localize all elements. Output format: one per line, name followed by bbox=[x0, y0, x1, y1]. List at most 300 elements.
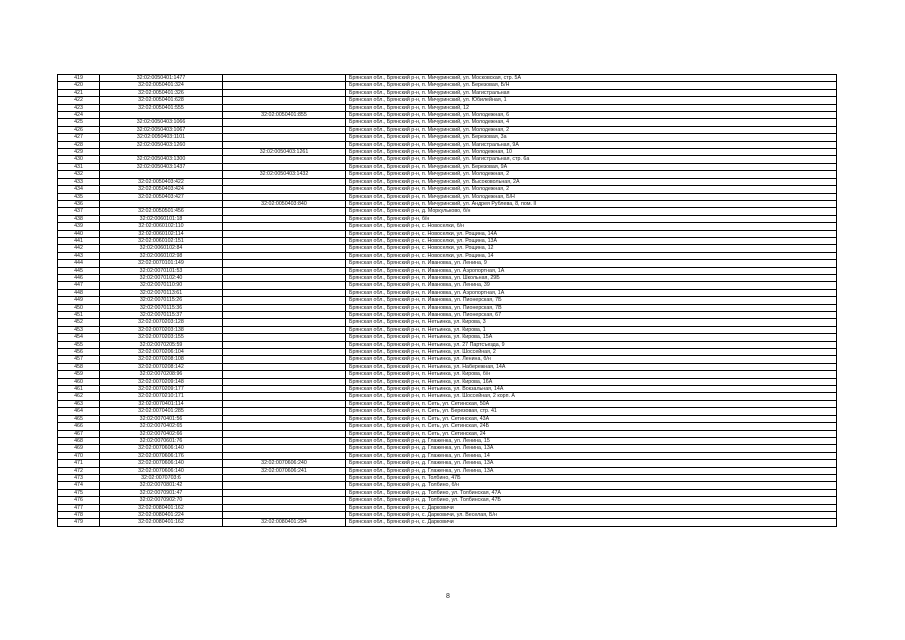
row-number-cell: 419 bbox=[58, 75, 100, 82]
row-number-cell: 464 bbox=[58, 408, 100, 415]
table-row bbox=[58, 423, 837, 430]
address-cell: Брянская обл., Брянский р-н, п. Нетьинка, ул. Вокзальная, 14А bbox=[346, 386, 837, 393]
object-cadastral-number-cell bbox=[223, 312, 346, 319]
cadastral-number-cell: 32:02:0070601:76 bbox=[100, 437, 223, 444]
table-row bbox=[58, 504, 837, 511]
address-cell: Брянская обл., Брянский р-н, п. Нетьинка, ул. Кирова, 16А bbox=[346, 378, 837, 385]
object-cadastral-number-cell bbox=[223, 334, 346, 341]
table-row bbox=[58, 445, 837, 452]
object-cadastral-number-cell bbox=[223, 186, 346, 193]
object-cadastral-number-cell bbox=[223, 82, 346, 89]
cadastral-number-cell: 32:02:0050401:555 bbox=[100, 104, 223, 111]
row-number-cell: 434 bbox=[58, 186, 100, 193]
table-row bbox=[58, 378, 837, 385]
address-cell: Брянская обл., Брянский р-н, п. Мичуринский, ул. Молодежная, 10 bbox=[346, 149, 837, 156]
address-cell: Брянская обл., Брянский р-н, с. Новоселки, ул. Рощина, 14 bbox=[346, 252, 837, 259]
table-row bbox=[58, 119, 837, 126]
row-number-cell: 432 bbox=[58, 171, 100, 178]
address-cell: Брянская обл., Брянский р-н, п. Мичуринский, ул. Юбилейная, 1 bbox=[346, 97, 837, 104]
address-cell: Брянская обл., Брянский р-н, п. Мичуринский, ул. Березовая, Б/Н bbox=[346, 82, 837, 89]
object-cadastral-number-cell bbox=[223, 430, 346, 437]
table-row bbox=[58, 200, 837, 207]
row-number-cell: 426 bbox=[58, 126, 100, 133]
object-cadastral-number-cell bbox=[223, 489, 346, 496]
table-row bbox=[58, 437, 837, 444]
table-row bbox=[58, 393, 837, 400]
object-cadastral-number-cell bbox=[223, 349, 346, 356]
object-cadastral-number-cell bbox=[223, 282, 346, 289]
address-cell: Брянская обл., Брянский р-н, п. Сеть, ул. Сетинская, 43А bbox=[346, 415, 837, 422]
object-cadastral-number-cell bbox=[223, 400, 346, 407]
row-number-cell: 479 bbox=[58, 519, 100, 526]
row-number-cell: 446 bbox=[58, 274, 100, 281]
table-row bbox=[58, 371, 837, 378]
table-row bbox=[58, 186, 837, 193]
object-cadastral-number-cell bbox=[223, 371, 346, 378]
address-cell: Брянская обл., Брянский р-н, с. Новоселки, ул. Рощина, 13А bbox=[346, 237, 837, 244]
cadastral-number-cell: 32:02:0080401:224 bbox=[100, 511, 223, 518]
address-cell: Брянская обл., Брянский р-н, п. Нетьинка, ул. Кирова, 3 bbox=[346, 319, 837, 326]
cadastral-number-cell: 32:02:0050401:1477 bbox=[100, 75, 223, 82]
object-cadastral-number-cell bbox=[223, 208, 346, 215]
table-row bbox=[58, 267, 837, 274]
row-number-cell: 460 bbox=[58, 378, 100, 385]
row-number-cell: 427 bbox=[58, 134, 100, 141]
cadastral-number-cell: 32:02:0060101:18 bbox=[100, 215, 223, 222]
row-number-cell: 456 bbox=[58, 349, 100, 356]
object-cadastral-number-cell bbox=[223, 223, 346, 230]
address-cell: Брянская обл., Брянский р-н, п. Мичуринский, ул. Молодежная, 2 bbox=[346, 171, 837, 178]
table-row bbox=[58, 400, 837, 407]
table-row bbox=[58, 215, 837, 222]
table-row bbox=[58, 89, 837, 96]
row-number-cell: 458 bbox=[58, 363, 100, 370]
row-number-cell: 441 bbox=[58, 237, 100, 244]
row-number-cell: 430 bbox=[58, 156, 100, 163]
cadastral-number-cell: 32:02:0070606:140 bbox=[100, 445, 223, 452]
row-number-cell: 449 bbox=[58, 297, 100, 304]
table-row bbox=[58, 349, 837, 356]
address-cell: Брянская обл., Брянский р-н, с. Новоселки, ул. Рощина, 12 bbox=[346, 245, 837, 252]
address-cell: Брянская обл., Брянский р-н, п. Сеть, ул. Сетинская, 24Б bbox=[346, 423, 837, 430]
table-row bbox=[58, 134, 837, 141]
table-row bbox=[58, 230, 837, 237]
row-number-cell: 453 bbox=[58, 326, 100, 333]
cadastral-number-cell: 32:02:0070115:26 bbox=[100, 297, 223, 304]
address-cell: Брянская обл., Брянский р-н, п. Мичуринский, ул. Высоковольная, 2А bbox=[346, 178, 837, 185]
cadastral-number-cell: 32:02:0070101:149 bbox=[100, 260, 223, 267]
table-row bbox=[58, 178, 837, 185]
object-cadastral-number-cell: 32:02:0050403:1261 bbox=[223, 149, 346, 156]
address-cell: Брянская обл., Брянский р-н, п. Мичуринский, ул. Магистральная, 9А bbox=[346, 141, 837, 148]
object-cadastral-number-cell bbox=[223, 215, 346, 222]
address-cell: Брянская обл., Брянский р-н, д. Толбино, б/н bbox=[346, 482, 837, 489]
object-cadastral-number-cell: 32:02:0070606:241 bbox=[223, 467, 346, 474]
object-cadastral-number-cell bbox=[223, 134, 346, 141]
table-row bbox=[58, 386, 837, 393]
table-row bbox=[58, 245, 837, 252]
object-cadastral-number-cell bbox=[223, 504, 346, 511]
cadastral-number-cell: 32:02:0070101:53 bbox=[100, 267, 223, 274]
table-row bbox=[58, 452, 837, 459]
table-row bbox=[58, 126, 837, 133]
cadastral-number-cell: 32:02:0050401:628 bbox=[100, 97, 223, 104]
table-row bbox=[58, 341, 837, 348]
object-cadastral-number-cell bbox=[223, 482, 346, 489]
table-row bbox=[58, 171, 837, 178]
cadastral-number-cell: 32:02:0070113:61 bbox=[100, 289, 223, 296]
row-number-cell: 478 bbox=[58, 511, 100, 518]
object-cadastral-number-cell bbox=[223, 326, 346, 333]
row-number-cell: 425 bbox=[58, 119, 100, 126]
row-number-cell: 437 bbox=[58, 208, 100, 215]
address-cell: Брянская обл., Брянский р-н, п. Ивановка, ул. Аэропортная, 1А bbox=[346, 289, 837, 296]
data-table bbox=[57, 74, 837, 527]
table-row bbox=[58, 156, 837, 163]
address-cell: Брянская обл., Брянский р-н, п. Ивановка, ул. Ленина, 9 bbox=[346, 260, 837, 267]
table-row bbox=[58, 408, 837, 415]
cadastral-number-cell: 32:02:0080401:162 bbox=[100, 504, 223, 511]
table-row bbox=[58, 112, 837, 119]
cadastral-number-cell: 32:02:0070209:148 bbox=[100, 378, 223, 385]
cadastral-number-cell: 32:02:0050501:456 bbox=[100, 208, 223, 215]
object-cadastral-number-cell bbox=[223, 89, 346, 96]
page-number: 8 bbox=[446, 593, 450, 600]
row-number-cell: 429 bbox=[58, 149, 100, 156]
object-cadastral-number-cell bbox=[223, 237, 346, 244]
cadastral-number-cell: 32:02:0070206:104 bbox=[100, 349, 223, 356]
address-cell: Брянская обл., Брянский р-н, п. Мичуринский, ул. Андрея Рублева, 8, пом. II bbox=[346, 200, 837, 207]
table-row bbox=[58, 289, 837, 296]
table-row bbox=[58, 97, 837, 104]
table-row bbox=[58, 319, 837, 326]
cadastral-number-cell: 32:02:0070203:155 bbox=[100, 334, 223, 341]
row-number-cell: 473 bbox=[58, 474, 100, 481]
table-row bbox=[58, 304, 837, 311]
object-cadastral-number-cell bbox=[223, 178, 346, 185]
row-number-cell: 462 bbox=[58, 393, 100, 400]
row-number-cell: 443 bbox=[58, 252, 100, 259]
table-row bbox=[58, 363, 837, 370]
row-number-cell: 469 bbox=[58, 445, 100, 452]
address-cell: Брянская обл., Брянский р-н, д. Глаженка, ул. Ленина, 14 bbox=[346, 452, 837, 459]
cadastral-number-cell: 32:02:0050401:324 bbox=[100, 82, 223, 89]
object-cadastral-number-cell bbox=[223, 104, 346, 111]
row-number-cell: 431 bbox=[58, 163, 100, 170]
address-cell: Брянская обл., Брянский р-н, п. Ивановка, ул. Школьная, 29Б bbox=[346, 274, 837, 281]
row-number-cell: 463 bbox=[58, 400, 100, 407]
address-cell: Брянская обл., Брянский р-н, д. Глаженка, ул. Ленина, 13А bbox=[346, 467, 837, 474]
address-cell: Брянская обл., Брянский р-н, с. Новоселки, б/н bbox=[346, 223, 837, 230]
table-row bbox=[58, 223, 837, 230]
object-cadastral-number-cell bbox=[223, 75, 346, 82]
object-cadastral-number-cell bbox=[223, 423, 346, 430]
row-number-cell: 476 bbox=[58, 497, 100, 504]
object-cadastral-number-cell bbox=[223, 193, 346, 200]
cadastral-number-cell: 32:02:0060102:114 bbox=[100, 230, 223, 237]
object-cadastral-number-cell bbox=[223, 378, 346, 385]
cadastral-number-cell bbox=[100, 112, 223, 119]
table-row bbox=[58, 252, 837, 259]
row-number-cell: 439 bbox=[58, 223, 100, 230]
object-cadastral-number-cell bbox=[223, 245, 346, 252]
cadastral-number-cell: 32:02:0070401:114 bbox=[100, 400, 223, 407]
table-row bbox=[58, 489, 837, 496]
row-number-cell: 452 bbox=[58, 319, 100, 326]
cadastral-number-cell: 32:02:0050403:1300 bbox=[100, 156, 223, 163]
table-row bbox=[58, 511, 837, 518]
object-cadastral-number-cell bbox=[223, 356, 346, 363]
cadastral-number-cell: 32:02:0080401:162 bbox=[100, 519, 223, 526]
cadastral-number-cell: 32:02:0050403:427 bbox=[100, 193, 223, 200]
object-cadastral-number-cell bbox=[223, 119, 346, 126]
row-number-cell: 467 bbox=[58, 430, 100, 437]
cadastral-number-cell: 32:02:0050403:422 bbox=[100, 178, 223, 185]
table-row bbox=[58, 519, 837, 526]
table-row bbox=[58, 274, 837, 281]
address-cell: Брянская обл., Брянский р-н, п. Сеть, ул. Сетинская, 50А bbox=[346, 400, 837, 407]
cadastral-number-cell: 32:02:0070606:176 bbox=[100, 452, 223, 459]
object-cadastral-number-cell bbox=[223, 474, 346, 481]
address-cell: Брянская обл., Брянский р-н, п. Нетьинка, ул. Кирова, 1 bbox=[346, 326, 837, 333]
row-number-cell: 465 bbox=[58, 415, 100, 422]
row-number-cell: 448 bbox=[58, 289, 100, 296]
address-cell: Брянская обл., Брянский р-н, п. Мичуринский, ул. Молодежная, 2 bbox=[346, 126, 837, 133]
address-cell: Брянская обл., Брянский р-н, п. Ивановка, ул. Пионерская, 67 bbox=[346, 312, 837, 319]
table-row bbox=[58, 415, 837, 422]
object-cadastral-number-cell: 32:02:0080401:294 bbox=[223, 519, 346, 526]
address-cell: Брянская обл., Брянский р-н, д. Глаженка, ул. Ленина, 13А bbox=[346, 460, 837, 467]
cadastral-number-cell: 32:02:0070210:171 bbox=[100, 393, 223, 400]
row-number-cell: 440 bbox=[58, 230, 100, 237]
address-cell: Брянская обл., Брянский р-н, п. Нетьинка, ул. Шоссейная, 2 bbox=[346, 349, 837, 356]
row-number-cell: 442 bbox=[58, 245, 100, 252]
address-cell: Брянская обл., Брянский р-н, п. Ивановка, ул. Ленина, 39 bbox=[346, 282, 837, 289]
cadastral-number-cell: 32:02:0060102:84 bbox=[100, 245, 223, 252]
table-body bbox=[58, 75, 837, 527]
table-row bbox=[58, 141, 837, 148]
address-cell: Брянская обл., Брянский р-н, д. Глаженка, ул. Ленина, 15 bbox=[346, 437, 837, 444]
cadastral-number-cell: 32:02:0070401:56 bbox=[100, 415, 223, 422]
object-cadastral-number-cell bbox=[223, 497, 346, 504]
table-row bbox=[58, 297, 837, 304]
cadastral-number-cell: 32:02:0050403:1260 bbox=[100, 141, 223, 148]
row-number-cell: 421 bbox=[58, 89, 100, 96]
row-number-cell: 424 bbox=[58, 112, 100, 119]
table-row bbox=[58, 104, 837, 111]
cadastral-number-cell: 32:02:0070703:6 bbox=[100, 474, 223, 481]
address-cell: Брянская обл., Брянский р-н, п. Мичуринский, ул. Магистральная bbox=[346, 89, 837, 96]
address-cell: Брянская обл., Брянский р-н, п. Сеть, ул. Березовая, стр. 41 bbox=[346, 408, 837, 415]
address-cell: Брянская обл., Брянский р-н, п. Мичуринский, ул. Магистральная, стр. 6а bbox=[346, 156, 837, 163]
row-number-cell: 451 bbox=[58, 312, 100, 319]
row-number-cell: 477 bbox=[58, 504, 100, 511]
object-cadastral-number-cell bbox=[223, 319, 346, 326]
address-cell: Брянская обл., Брянский р-н, п. Мичуринский, ул. Березовая, 3а bbox=[346, 134, 837, 141]
address-cell: Брянская обл., Брянский р-н, п. Ивановка, ул. Аэропортная, 1А bbox=[346, 267, 837, 274]
cadastral-number-cell: 32:02:0070115:36 bbox=[100, 304, 223, 311]
object-cadastral-number-cell bbox=[223, 511, 346, 518]
row-number-cell: 471 bbox=[58, 460, 100, 467]
address-cell: Брянская обл., Брянский р-н, п. Сеть, ул. Сетинская, 24 bbox=[346, 430, 837, 437]
object-cadastral-number-cell bbox=[223, 252, 346, 259]
address-cell: Брянская обл., Брянский р-н, п. Мичуринский, ул. Молодежная, 4 bbox=[346, 119, 837, 126]
cadastral-number-cell: 32:02:0050403:1066 bbox=[100, 119, 223, 126]
address-cell: Брянская обл., Брянский р-н, д. Толбино, ул. Толбинская, 47Б bbox=[346, 497, 837, 504]
address-cell: Брянская обл., Брянский р-н, п. Нетьинка, ул. Ленина, б/н bbox=[346, 356, 837, 363]
table-row bbox=[58, 326, 837, 333]
address-cell: Брянская обл., Брянский р-н, с. Дарковичи bbox=[346, 519, 837, 526]
row-number-cell: 450 bbox=[58, 304, 100, 311]
table-row bbox=[58, 334, 837, 341]
row-number-cell: 445 bbox=[58, 267, 100, 274]
object-cadastral-number-cell bbox=[223, 163, 346, 170]
address-cell: Брянская обл., Брянский р-н, д. Толбино, ул. Толбинская, 47А bbox=[346, 489, 837, 496]
row-number-cell: 428 bbox=[58, 141, 100, 148]
table-row bbox=[58, 460, 837, 467]
object-cadastral-number-cell bbox=[223, 97, 346, 104]
address-cell: Брянская обл., Брянский р-н, п. Нетьинка, ул. Шоссейная, 2 корп. А bbox=[346, 393, 837, 400]
row-number-cell: 457 bbox=[58, 356, 100, 363]
object-cadastral-number-cell bbox=[223, 267, 346, 274]
cadastral-number-cell bbox=[100, 149, 223, 156]
object-cadastral-number-cell: 32:02:0070606:240 bbox=[223, 460, 346, 467]
object-cadastral-number-cell bbox=[223, 230, 346, 237]
cadastral-number-cell: 32:02:0070901:47 bbox=[100, 489, 223, 496]
table-row bbox=[58, 282, 837, 289]
table-row bbox=[58, 149, 837, 156]
cadastral-number-cell: 32:02:0070902:70 bbox=[100, 497, 223, 504]
address-cell: Брянская обл., Брянский р-н, с. Дарковичи bbox=[346, 504, 837, 511]
row-number-cell: 420 bbox=[58, 82, 100, 89]
table-row bbox=[58, 312, 837, 319]
address-cell: Брянская обл., Брянский р-н, п. Мичуринский, ул. Березовая, 9А bbox=[346, 163, 837, 170]
row-number-cell: 422 bbox=[58, 97, 100, 104]
object-cadastral-number-cell: 32:02:0050403:1432 bbox=[223, 171, 346, 178]
row-number-cell: 455 bbox=[58, 341, 100, 348]
object-cadastral-number-cell bbox=[223, 363, 346, 370]
address-cell: Брянская обл., Брянский р-н, п. Мичуринский, ул. Молодежная, 6 bbox=[346, 112, 837, 119]
address-cell: Брянская обл., Брянский р-н, с. Дарковичи, ул. Веселая, Б/н bbox=[346, 511, 837, 518]
object-cadastral-number-cell bbox=[223, 341, 346, 348]
address-cell: Брянская обл., Брянский р-н, п. Нетьинка, ул. Набережная, 14А bbox=[346, 363, 837, 370]
cadastral-number-cell bbox=[100, 171, 223, 178]
address-cell: Брянская обл., Брянский р-н, п. Толбино, 47Б bbox=[346, 474, 837, 481]
object-cadastral-number-cell bbox=[223, 304, 346, 311]
cadastral-number-cell: 32:02:0070401:285 bbox=[100, 408, 223, 415]
cadastral-number-cell: 32:02:0050403:424 bbox=[100, 186, 223, 193]
row-number-cell: 468 bbox=[58, 437, 100, 444]
cadastral-number-cell: 32:02:0070606:140 bbox=[100, 467, 223, 474]
address-cell: Брянская обл., Брянский р-н, п. Мичуринский, ул. Молодежная, Б/Н bbox=[346, 193, 837, 200]
cadastral-number-cell: 32:02:0070208:96 bbox=[100, 371, 223, 378]
address-cell: Брянская обл., Брянский р-н, п. Ивановка, ул. Пионерская, 7В bbox=[346, 304, 837, 311]
object-cadastral-number-cell bbox=[223, 141, 346, 148]
object-cadastral-number-cell: 32:02:0050403:840 bbox=[223, 200, 346, 207]
address-cell: Брянская обл., Брянский р-н, б/н bbox=[346, 215, 837, 222]
address-cell: Брянская обл., Брянский р-н, д. Моркульково, б/н bbox=[346, 208, 837, 215]
table-row bbox=[58, 497, 837, 504]
cadastral-number-cell: 32:02:0060102:110 bbox=[100, 223, 223, 230]
object-cadastral-number-cell bbox=[223, 274, 346, 281]
object-cadastral-number-cell bbox=[223, 297, 346, 304]
cadastral-number-cell: 32:02:0070102:40 bbox=[100, 274, 223, 281]
object-cadastral-number-cell bbox=[223, 445, 346, 452]
cadastral-number-cell: 32:02:0070402:66 bbox=[100, 430, 223, 437]
table-row bbox=[58, 467, 837, 474]
row-number-cell: 423 bbox=[58, 104, 100, 111]
row-number-cell: 447 bbox=[58, 282, 100, 289]
address-cell: Брянская обл., Брянский р-н, с. Новоселки, ул. Рощина, 14А bbox=[346, 230, 837, 237]
cadastral-number-cell: 32:02:0050403:1101 bbox=[100, 134, 223, 141]
object-cadastral-number-cell bbox=[223, 289, 346, 296]
row-number-cell: 461 bbox=[58, 386, 100, 393]
cadastral-number-cell: 32:02:0060102:151 bbox=[100, 237, 223, 244]
cadastral-number-cell: 32:02:0070205:59 bbox=[100, 341, 223, 348]
cadastral-number-cell: 32:02:0070110:90 bbox=[100, 282, 223, 289]
object-cadastral-number-cell bbox=[223, 415, 346, 422]
address-cell: Брянская обл., Брянский р-н, п. Мичуринский, ул. Молодежная, 2 bbox=[346, 186, 837, 193]
row-number-cell: 438 bbox=[58, 215, 100, 222]
object-cadastral-number-cell: 32:02:0050401:855 bbox=[223, 112, 346, 119]
object-cadastral-number-cell bbox=[223, 393, 346, 400]
cadastral-number-cell: 32:02:0060102:98 bbox=[100, 252, 223, 259]
table-row bbox=[58, 75, 837, 82]
row-number-cell: 459 bbox=[58, 371, 100, 378]
object-cadastral-number-cell bbox=[223, 386, 346, 393]
row-number-cell: 436 bbox=[58, 200, 100, 207]
table-row bbox=[58, 193, 837, 200]
address-cell: Брянская обл., Брянский р-н, п. Нетьинка, ул. Кирова, 15А bbox=[346, 334, 837, 341]
address-cell: Брянская обл., Брянский р-н, п. Ивановка, ул. Пионерская, 7Б bbox=[346, 297, 837, 304]
object-cadastral-number-cell bbox=[223, 408, 346, 415]
row-number-cell: 444 bbox=[58, 260, 100, 267]
cadastral-number-cell: 32:02:0070208:142 bbox=[100, 363, 223, 370]
cadastral-number-cell: 32:02:0050403:1067 bbox=[100, 126, 223, 133]
row-number-cell: 433 bbox=[58, 178, 100, 185]
row-number-cell: 470 bbox=[58, 452, 100, 459]
cadastral-number-cell: 32:02:0070203:138 bbox=[100, 326, 223, 333]
table-row bbox=[58, 260, 837, 267]
row-number-cell: 472 bbox=[58, 467, 100, 474]
object-cadastral-number-cell bbox=[223, 126, 346, 133]
object-cadastral-number-cell bbox=[223, 260, 346, 267]
cadastral-number-cell: 32:02:0070606:140 bbox=[100, 460, 223, 467]
row-number-cell: 454 bbox=[58, 334, 100, 341]
table-row bbox=[58, 430, 837, 437]
table-row bbox=[58, 474, 837, 481]
row-number-cell: 466 bbox=[58, 423, 100, 430]
table-row bbox=[58, 82, 837, 89]
address-cell: Брянская обл., Брянский р-н, п. Мичуринский, ул. Московская, стр. 5А bbox=[346, 75, 837, 82]
row-number-cell: 474 bbox=[58, 482, 100, 489]
address-cell: Брянская обл., Брянский р-н, п. Нетьинка, ул. 27 Партсъезда, 9 bbox=[346, 341, 837, 348]
table-row bbox=[58, 208, 837, 215]
cadastral-number-cell: 32:02:0070203:128 bbox=[100, 319, 223, 326]
cadastral-number-cell: 32:02:0070115:37 bbox=[100, 312, 223, 319]
row-number-cell: 475 bbox=[58, 489, 100, 496]
cadastral-number-cell: 32:02:0050403:1437 bbox=[100, 163, 223, 170]
object-cadastral-number-cell bbox=[223, 452, 346, 459]
cadastral-number-cell: 32:02:0070402:65 bbox=[100, 423, 223, 430]
cadastral-number-cell: 32:02:0070208:108 bbox=[100, 356, 223, 363]
address-cell: Брянская обл., Брянский р-н, д. Глаженка, ул. Ленина, 13А bbox=[346, 445, 837, 452]
cadastral-number-cell: 32:02:0070801:42 bbox=[100, 482, 223, 489]
address-cell: Брянская обл., Брянский р-н, п. Нетьинка, ул. Кирова, б/н bbox=[346, 371, 837, 378]
table-row bbox=[58, 163, 837, 170]
cadastral-number-cell bbox=[100, 200, 223, 207]
object-cadastral-number-cell bbox=[223, 437, 346, 444]
